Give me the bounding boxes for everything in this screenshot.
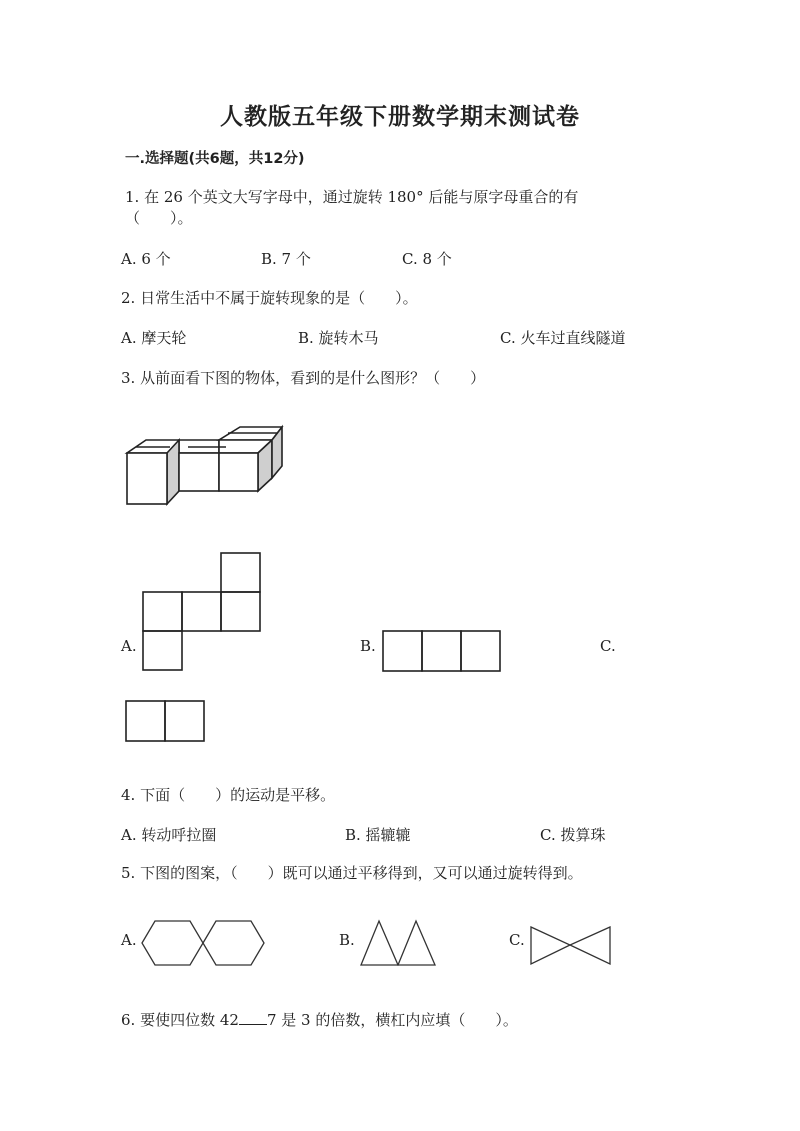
question-1-text-cont: （ ）。 [125, 209, 193, 227]
question-3-option-a-figure [143, 552, 263, 672]
section-heading: 一.选择题(共6题，共12分) [125, 151, 305, 167]
question-1-option-c: C. 8 个 [402, 250, 452, 268]
question-5-option-a-figure [141, 919, 267, 967]
question-5-option-a: A. [121, 931, 137, 949]
question-4-option-a: A. 转动呼拉圈 [121, 826, 217, 844]
question-3-option-c-figure [125, 700, 209, 744]
question-6-text-after: 7 是 3 的倍数，横杠内应填（ ）。 [266, 1011, 518, 1029]
question-4-option-c: C. 拨算珠 [540, 826, 606, 844]
question-1-option-a: A. 6 个 [121, 250, 171, 268]
question-1-option-b: B. 7 个 [261, 250, 311, 268]
question-5-text: 5. 下图的图案，（ ）既可以通过平移得到，又可以通过旋转得到。 [121, 864, 583, 882]
question-5-option-b: B. [339, 931, 355, 949]
question-3-text: 3. 从前面看下图的物体，看到的是什么图形？（ ） [121, 369, 486, 387]
question-2-option-b: B. 旋转木马 [298, 329, 379, 347]
page-title: 人教版五年级下册数学期末测试卷 [220, 104, 580, 130]
question-1-text: 1. 在 26 个英文大写字母中，通过旋转 180° 后能与原字母重合的有 [125, 188, 579, 206]
question-6-blank[interactable] [239, 1010, 267, 1025]
question-3-option-b: B. [360, 637, 376, 655]
question-3-option-b-figure [382, 630, 504, 674]
question-5-option-b-figure [360, 919, 438, 967]
question-3-cube-figure [120, 420, 290, 512]
question-5-option-c-figure [530, 926, 614, 966]
question-2-option-a: A. 摩天轮 [121, 329, 187, 347]
question-4-option-b: B. 摇辘辘 [345, 826, 411, 844]
question-3-option-c: C. [600, 637, 616, 655]
question-2-option-c: C. 火车过直线隧道 [500, 329, 626, 347]
question-4-text: 4. 下面（ ）的运动是平移。 [121, 786, 336, 804]
question-6-text [121, 1010, 518, 1029]
question-2-text: 2. 日常生活中不属于旋转现象的是（ ）。 [121, 289, 418, 307]
question-5-option-c: C. [509, 931, 525, 949]
question-6-text-before: 6. 要使四位数 42 [121, 1011, 239, 1029]
question-3-option-a: A. [121, 637, 137, 655]
